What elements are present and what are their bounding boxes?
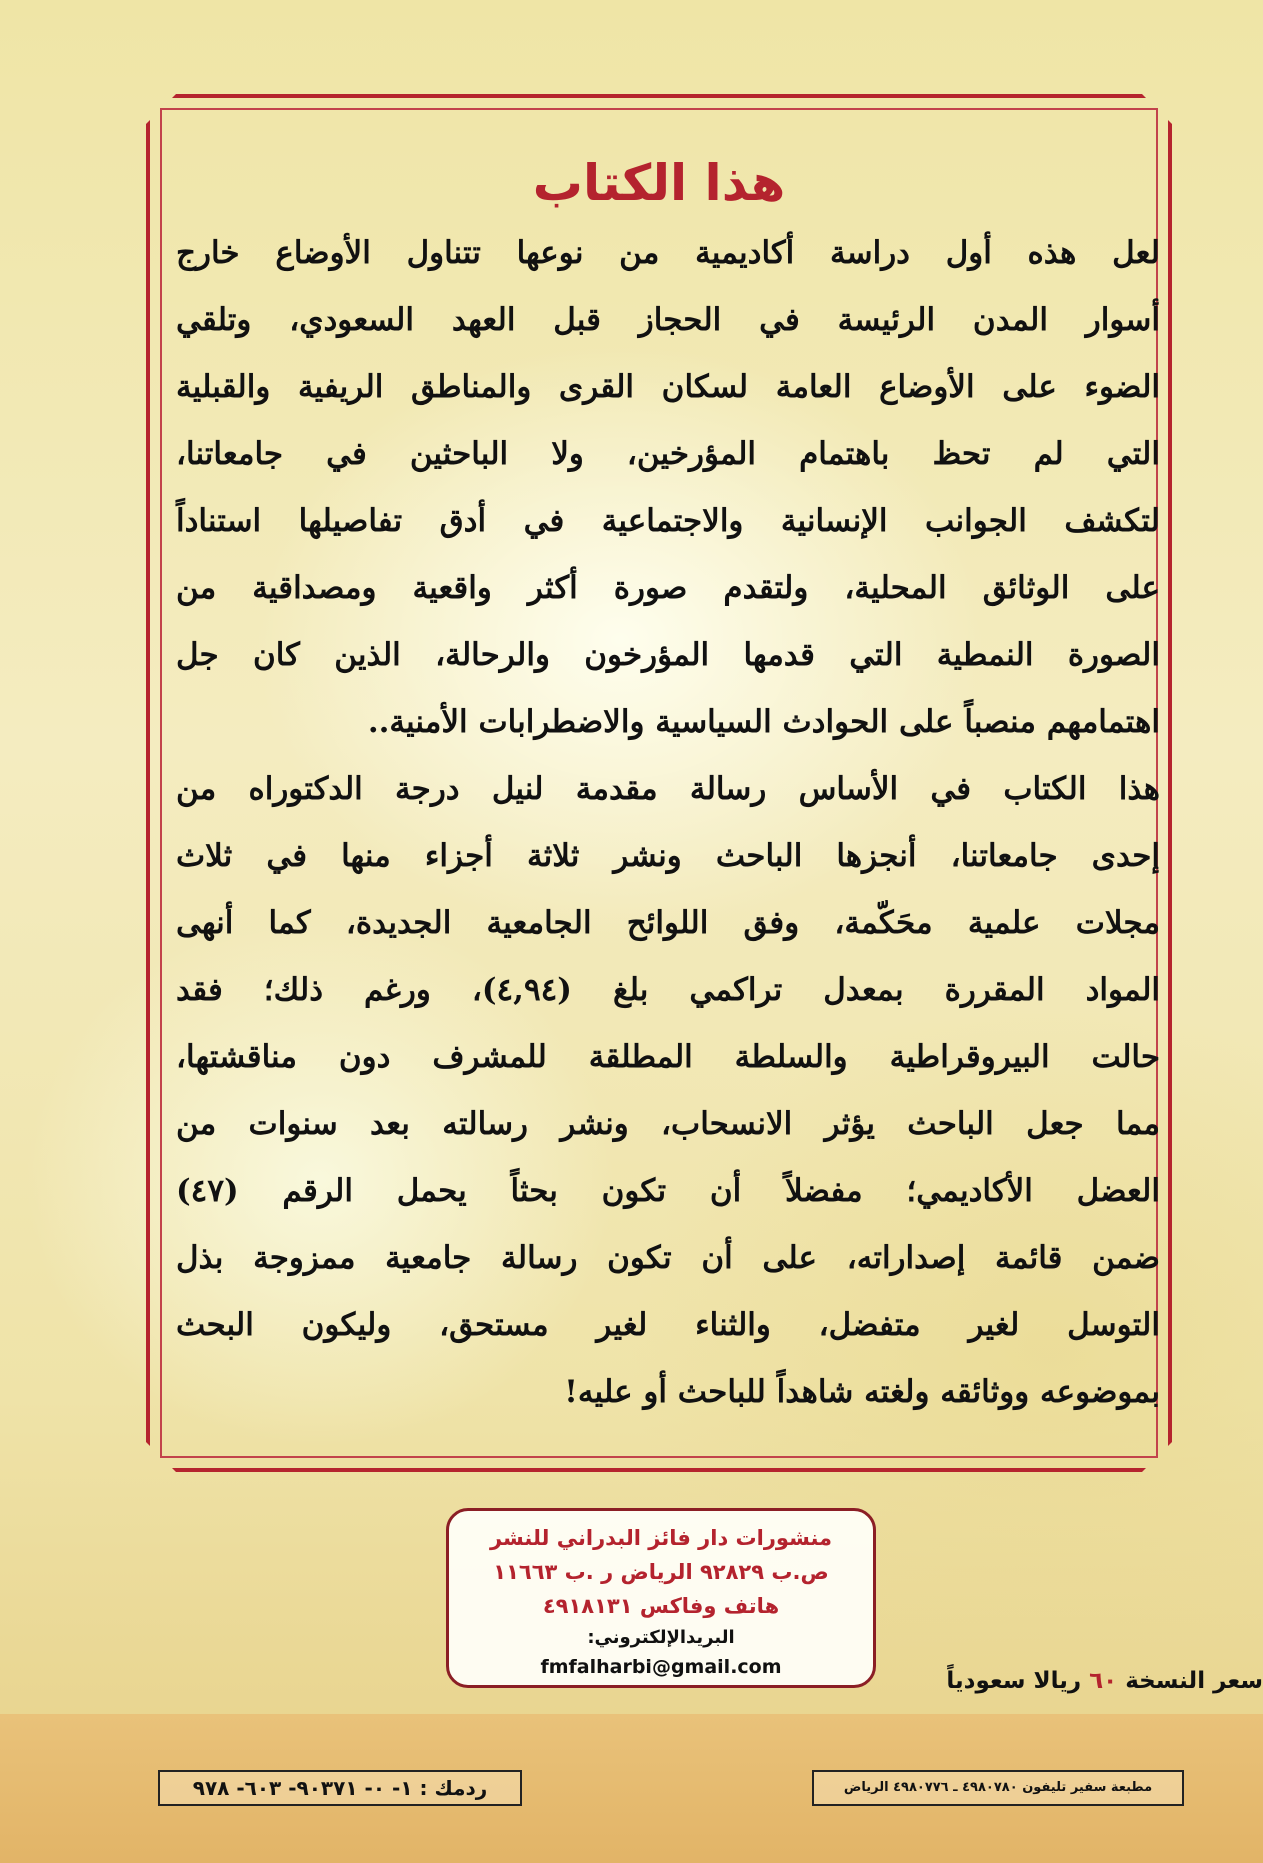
text-line: مما جعل الباحث يؤثر الانسحاب، ونشر رسالته بعد سنوات من xyxy=(176,1106,1160,1142)
text-line: الضوء على الأوضاع العامة لسكان القرى والمناطق الريفية والقبلية xyxy=(176,369,1160,405)
text-line: اهتمامهم منصباً على الحوادث السياسية والاضطرابات الأمنية.. xyxy=(367,704,1160,740)
text-line: التي لم تحظ باهتمام المؤرخين، ولا الباحثين في جامعاتنا، xyxy=(176,436,1160,472)
publisher-email: fmfalharbi@gmail.com xyxy=(540,1656,782,1678)
text-line: حالت البيروقراطية والسلطة المطلقة للمشرف دون مناقشتها، xyxy=(176,1039,1160,1075)
publisher-email-label: البريدالإلكتروني: xyxy=(587,1627,735,1648)
price-label xyxy=(900,1668,1263,1694)
publisher-name: منشورات دار فائز البدراني للنشر xyxy=(489,1526,833,1550)
price-amount: ٦٠ xyxy=(1089,1668,1118,1694)
printer-box xyxy=(812,1770,1184,1806)
price-prefix: سعر النسخة xyxy=(1125,1668,1263,1694)
section-title: هذا الكتاب xyxy=(532,154,786,212)
text-line: لتكشف الجوانب الإنسانية والاجتماعية في أدق تفاصيلها استناداً xyxy=(176,503,1160,539)
text-line: المواد المقررة بمعدل تراكمي بلغ (٤,٩٤)، ورغم ذلك؛ فقد xyxy=(176,972,1160,1008)
book-description xyxy=(176,220,1160,1426)
text-line: ضمن قائمة إصداراته، على أن تكون رسالة جامعية ممزوجة بذل xyxy=(176,1240,1160,1276)
isbn-text: ردمك : ١- ٠- ٩٠٣٧١- ٦٠٣- ٩٧٨ xyxy=(192,1776,488,1800)
text-line: هذا الكتاب في الأساس رسالة مقدمة لنيل درجة الدكتوراه من xyxy=(176,771,1160,807)
text-line: الصورة النمطية التي قدمها المؤرخون والرحالة، الذين كان جل xyxy=(176,637,1160,673)
text-line: مجلات علمية محَكّمة، وفق اللوائح الجامعية الجديدة، كما أنهى xyxy=(176,905,1160,941)
text-line: أسوار المدن الرئيسة في الحجاز قبل العهد السعودي، وتلقي xyxy=(176,302,1160,338)
publisher-info-box xyxy=(446,1508,876,1688)
text-line: إحدى جامعاتنا، أنجزها الباحث ونشر ثلاثة أجزاء منها في ثلاث xyxy=(176,838,1160,874)
text-line: العضل الأكاديمي؛ مفضلاً أن تكون بحثاً يحمل الرقم (٤٧) xyxy=(176,1173,1160,1209)
price-suffix: ريالا سعودياً xyxy=(946,1668,1082,1694)
printer-text: مطبعة سفير تليفون ٤٩٨٠٧٨٠ ـ ٤٩٨٠٧٧٦ الرياض xyxy=(843,1780,1153,1795)
publisher-pobox: ص.ب ٩٢٨٢٩ الرياض ر .ب ١١٦٦٣ xyxy=(493,1560,829,1584)
publisher-phone: هاتف وفاكس ٤٩١٨١٣١ xyxy=(542,1594,780,1618)
text-line: لعل هذه أول دراسة أكاديمية من نوعها تتناول الأوضاع خارج xyxy=(176,235,1160,271)
isbn-box xyxy=(158,1770,522,1806)
text-line: بموضوعه ووثائقه ولغته شاهداً للباحث أو عليه! xyxy=(564,1374,1160,1410)
text-line: التوسل لغير متفضل، والثناء لغير مستحق، وليكون البحث xyxy=(176,1307,1160,1343)
text-line: على الوثائق المحلية، ولتقدم صورة أكثر واقعية ومصداقية من xyxy=(176,570,1160,606)
